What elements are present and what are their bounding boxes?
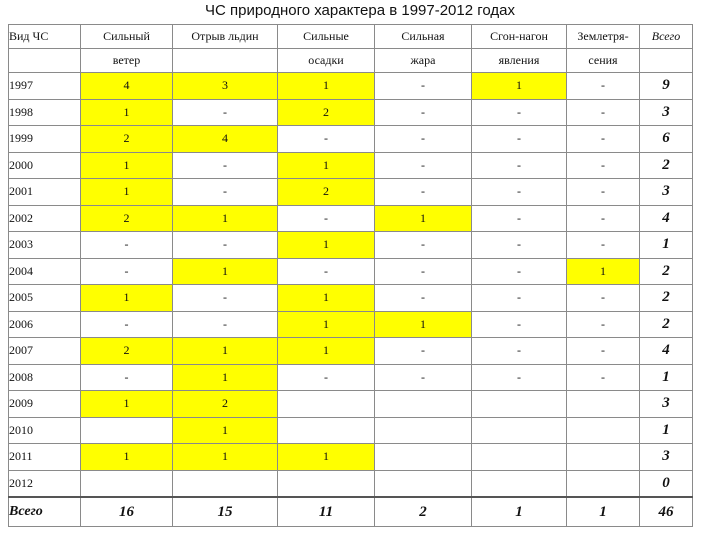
row-total-cell: 2 xyxy=(640,311,693,338)
value-cell: - xyxy=(375,364,472,391)
value-cell xyxy=(375,417,472,444)
value-cell: - xyxy=(567,311,640,338)
value-cell: 1 xyxy=(375,205,472,232)
value-cell: - xyxy=(375,73,472,100)
header-total: Всего xyxy=(640,25,693,49)
year-cell: 2011 xyxy=(9,444,81,471)
value-cell: - xyxy=(567,205,640,232)
year-cell: 2003 xyxy=(9,232,81,259)
header-earthquake-2: сения xyxy=(567,49,640,73)
value-cell: - xyxy=(375,126,472,153)
table-row xyxy=(9,179,693,206)
year-cell: 2012 xyxy=(9,470,81,497)
value-cell: - xyxy=(81,258,173,285)
header-heavy-rain: Сильные xyxy=(278,25,375,49)
table-row xyxy=(9,99,693,126)
table-row xyxy=(9,444,693,471)
value-cell: 1 xyxy=(472,73,567,100)
value-cell: - xyxy=(472,232,567,259)
value-cell: - xyxy=(81,311,173,338)
table-row xyxy=(9,417,693,444)
summary-value-cell: 15 xyxy=(173,497,278,527)
summary-value-cell: 2 xyxy=(375,497,472,527)
value-cell: 2 xyxy=(81,338,173,365)
year-cell: 2004 xyxy=(9,258,81,285)
value-cell: 1 xyxy=(81,391,173,418)
value-cell: - xyxy=(375,338,472,365)
value-cell: 1 xyxy=(278,338,375,365)
year-cell: 2005 xyxy=(9,285,81,312)
value-cell xyxy=(81,470,173,497)
row-total-cell: 3 xyxy=(640,391,693,418)
value-cell xyxy=(375,391,472,418)
row-total-cell: 3 xyxy=(640,99,693,126)
value-cell: 1 xyxy=(278,285,375,312)
value-cell: - xyxy=(278,205,375,232)
value-cell: - xyxy=(278,258,375,285)
value-cell: 4 xyxy=(173,126,278,153)
value-cell: 2 xyxy=(278,99,375,126)
row-total-cell: 4 xyxy=(640,338,693,365)
value-cell: 1 xyxy=(278,232,375,259)
value-cell: - xyxy=(472,99,567,126)
value-cell xyxy=(81,417,173,444)
value-cell xyxy=(375,470,472,497)
value-cell: 1 xyxy=(567,258,640,285)
value-cell: 1 xyxy=(81,285,173,312)
value-cell: - xyxy=(472,152,567,179)
header-type-label: Вид ЧС xyxy=(9,25,81,49)
value-cell xyxy=(567,470,640,497)
value-cell xyxy=(472,391,567,418)
emergency-table xyxy=(8,24,693,527)
year-cell: 2001 xyxy=(9,179,81,206)
header-heavy-rain-2: осадки xyxy=(278,49,375,73)
page-title: ЧС природного характера в 1997-2012 годах xyxy=(205,2,515,19)
value-cell: - xyxy=(472,338,567,365)
year-cell: 2008 xyxy=(9,364,81,391)
value-cell: - xyxy=(567,364,640,391)
year-cell: 1998 xyxy=(9,99,81,126)
value-cell xyxy=(375,444,472,471)
header-row xyxy=(9,25,693,49)
value-cell: 1 xyxy=(375,311,472,338)
value-cell: - xyxy=(567,285,640,312)
value-cell: - xyxy=(567,179,640,206)
header-total-2 xyxy=(640,49,693,73)
value-cell: 3 xyxy=(173,73,278,100)
value-cell: 1 xyxy=(81,99,173,126)
year-cell: 2007 xyxy=(9,338,81,365)
header-row-2 xyxy=(9,49,693,73)
value-cell: - xyxy=(81,232,173,259)
header-earthquake: Землетря- xyxy=(567,25,640,49)
value-cell: - xyxy=(173,232,278,259)
summary-value-cell: 16 xyxy=(81,497,173,527)
value-cell: 1 xyxy=(278,444,375,471)
header-heat-2: жара xyxy=(375,49,472,73)
row-total-cell: 4 xyxy=(640,205,693,232)
value-cell: - xyxy=(375,99,472,126)
value-cell xyxy=(472,470,567,497)
value-cell: - xyxy=(278,364,375,391)
value-cell: - xyxy=(472,179,567,206)
header-strong-wind: Сильный xyxy=(81,25,173,49)
value-cell: - xyxy=(472,311,567,338)
year-cell: 2000 xyxy=(9,152,81,179)
value-cell xyxy=(278,391,375,418)
value-cell: - xyxy=(472,258,567,285)
value-cell: 4 xyxy=(81,73,173,100)
year-cell: 1997 xyxy=(9,73,81,100)
value-cell: 1 xyxy=(81,152,173,179)
row-total-cell: 1 xyxy=(640,417,693,444)
value-cell xyxy=(472,444,567,471)
value-cell: - xyxy=(375,285,472,312)
year-cell: 2006 xyxy=(9,311,81,338)
value-cell: 2 xyxy=(278,179,375,206)
table-row xyxy=(9,311,693,338)
value-cell: 1 xyxy=(173,205,278,232)
row-total-cell: 3 xyxy=(640,444,693,471)
row-total-cell: 2 xyxy=(640,258,693,285)
summary-value-cell: 1 xyxy=(567,497,640,527)
value-cell: - xyxy=(173,152,278,179)
row-total-cell: 1 xyxy=(640,232,693,259)
row-total-cell: 6 xyxy=(640,126,693,153)
value-cell: - xyxy=(278,126,375,153)
value-cell xyxy=(173,470,278,497)
row-total-cell: 0 xyxy=(640,470,693,497)
value-cell: 1 xyxy=(81,179,173,206)
value-cell xyxy=(567,417,640,444)
year-cell: 2010 xyxy=(9,417,81,444)
value-cell: - xyxy=(567,99,640,126)
value-cell: - xyxy=(173,311,278,338)
header-heat: Сильная xyxy=(375,25,472,49)
value-cell: 2 xyxy=(81,205,173,232)
row-total-cell: 3 xyxy=(640,179,693,206)
value-cell: 1 xyxy=(278,73,375,100)
value-cell: - xyxy=(472,205,567,232)
value-cell: 1 xyxy=(278,152,375,179)
table-body xyxy=(9,73,693,527)
header-strong-wind-2: ветер xyxy=(81,49,173,73)
header-surge-2: явления xyxy=(472,49,567,73)
grand-total-cell: 46 xyxy=(640,497,693,527)
value-cell: - xyxy=(472,126,567,153)
header-ice-break: Отрыв льдин xyxy=(173,25,278,49)
table-row xyxy=(9,470,693,497)
value-cell: 1 xyxy=(81,444,173,471)
header-ice-break-2 xyxy=(173,49,278,73)
value-cell: - xyxy=(375,232,472,259)
value-cell: 2 xyxy=(81,126,173,153)
value-cell: 1 xyxy=(173,338,278,365)
header-surge: Сгон-нагон xyxy=(472,25,567,49)
value-cell: - xyxy=(567,338,640,365)
row-total-cell: 2 xyxy=(640,152,693,179)
value-cell: - xyxy=(567,73,640,100)
value-cell: 1 xyxy=(173,364,278,391)
table-row xyxy=(9,364,693,391)
summary-row xyxy=(9,497,693,527)
year-cell: 2009 xyxy=(9,391,81,418)
value-cell xyxy=(278,417,375,444)
value-cell: 2 xyxy=(173,391,278,418)
summary-value-cell: 11 xyxy=(278,497,375,527)
table-row xyxy=(9,338,693,365)
table-row xyxy=(9,152,693,179)
value-cell: - xyxy=(472,364,567,391)
value-cell xyxy=(278,470,375,497)
value-cell: 1 xyxy=(173,444,278,471)
value-cell: - xyxy=(173,285,278,312)
value-cell: - xyxy=(567,152,640,179)
value-cell: - xyxy=(375,179,472,206)
summary-value-cell: 1 xyxy=(472,497,567,527)
table-row xyxy=(9,258,693,285)
table-row xyxy=(9,73,693,100)
table-row xyxy=(9,205,693,232)
table-row xyxy=(9,285,693,312)
year-cell: 1999 xyxy=(9,126,81,153)
year-cell: 2002 xyxy=(9,205,81,232)
value-cell xyxy=(567,444,640,471)
value-cell: - xyxy=(173,99,278,126)
value-cell: - xyxy=(375,258,472,285)
value-cell: - xyxy=(81,364,173,391)
value-cell: - xyxy=(567,126,640,153)
summary-label: Всего xyxy=(9,497,81,527)
table-row xyxy=(9,391,693,418)
value-cell xyxy=(567,391,640,418)
value-cell xyxy=(472,417,567,444)
value-cell: 1 xyxy=(173,417,278,444)
value-cell: 1 xyxy=(173,258,278,285)
table-row xyxy=(9,126,693,153)
header-empty xyxy=(9,49,81,73)
row-total-cell: 1 xyxy=(640,364,693,391)
value-cell: - xyxy=(375,152,472,179)
value-cell: - xyxy=(472,285,567,312)
value-cell: - xyxy=(173,179,278,206)
row-total-cell: 2 xyxy=(640,285,693,312)
row-total-cell: 9 xyxy=(640,73,693,100)
table-row xyxy=(9,232,693,259)
value-cell: - xyxy=(567,232,640,259)
value-cell: 1 xyxy=(278,311,375,338)
